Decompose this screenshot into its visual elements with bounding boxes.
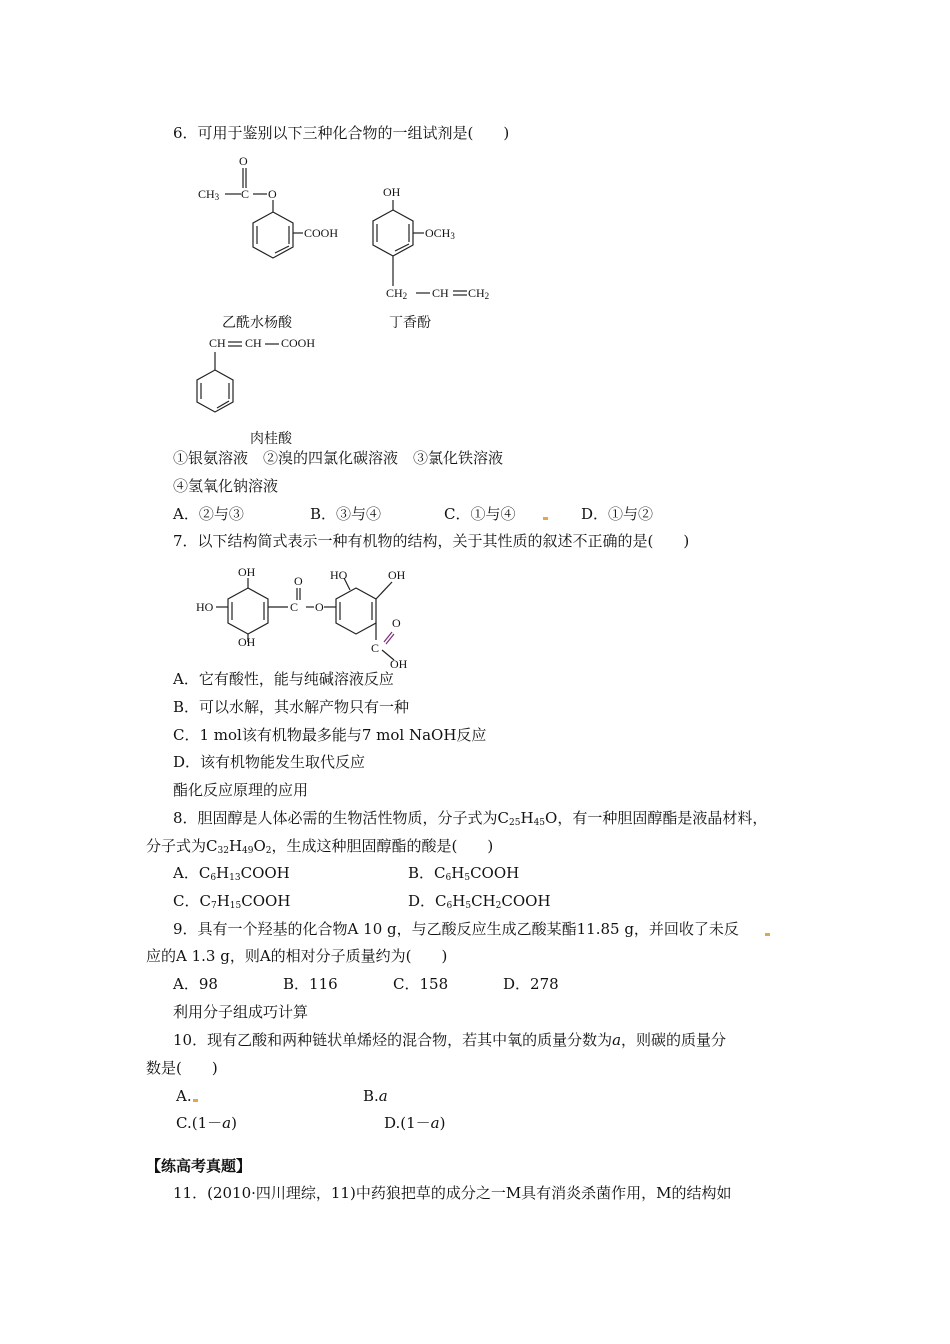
cinnamic-ch1: CH: [209, 336, 226, 350]
q7-o-carbonyl: O: [294, 574, 303, 588]
q8-option-c: C．$C_7H_{15}COOH$: [173, 892, 291, 911]
q8-option-b: B．$C_6H_5COOH$: [408, 864, 520, 883]
q10-option-d: D.(1－a): [384, 1114, 446, 1132]
q8-line1: 8．胆固醇是人体必需的生物活性物质，分子式为$C_{25}H_{45}O$，有一种胆固醇酯是液晶材料，: [173, 809, 768, 828]
cinnamic-name: 肉桂酸: [250, 431, 292, 447]
q7-o-ester: O: [315, 600, 324, 614]
acetyl-o-top: O: [239, 154, 248, 168]
q6-option-b: B．③与④: [310, 505, 382, 523]
q6-option-a: A．②与③: [173, 505, 244, 523]
highlight-mark: [765, 933, 770, 936]
section-molecular: 利用分子组成巧计算: [173, 1003, 309, 1021]
eugenol-ch2a: $CH_2$: [386, 286, 408, 301]
eugenol-ch2b: $CH_2$: [468, 286, 490, 301]
q8-line2: 分子式为$C_{32}H_{49}O_2$，生成这种胆固醇酯的酸是( ): [146, 837, 494, 856]
q6-option-c: C．①与④: [444, 505, 516, 523]
acetyl-ch3: $CH_3$: [198, 187, 220, 202]
q7-structure: [190, 562, 430, 672]
q6-reagents-line1: ①银氨溶液 ②溴的四氯化碳溶液 ③氯化铁溶液: [173, 449, 504, 467]
eugenol-och3: $OCH_3$: [425, 226, 455, 241]
q8-option-a: A．$C_6H_{13}COOH$: [173, 864, 290, 883]
q9-option-b: B．116: [283, 975, 338, 993]
q7-option-a: A．它有酸性，能与纯碱溶液反应: [173, 670, 394, 688]
q7-o-acid: O: [392, 616, 401, 630]
q7-option-d: D．该有机物能发生取代反应: [173, 753, 366, 771]
acetyl-cooh: COOH: [304, 226, 339, 240]
q6-stem: 6．可用于鉴别以下三种化合物的一组试剂是( ): [173, 124, 510, 142]
q7-oh-top-a: HO: [330, 568, 348, 582]
q10-line2: 数是( ): [146, 1059, 218, 1077]
q7-c: C: [290, 600, 299, 614]
acetylsalicylic-name: 乙酰水杨酸: [222, 315, 292, 331]
q9-option-d: D．278: [503, 975, 559, 993]
section-exam: 【练高考真题】: [146, 1157, 252, 1175]
q6-option-d: D．①与②: [581, 505, 654, 523]
q7-option-b: B．可以水解，其水解产物只有一种: [173, 698, 410, 716]
q7-ho-left: HO: [196, 600, 214, 614]
highlight-mark: [543, 517, 548, 520]
cinnamic-ch2: CH: [245, 336, 262, 350]
q9-line2: 应的A 1.3 g，则A的相对分子质量约为( ): [146, 947, 448, 965]
section-esterification: 酯化反应原理的应用: [173, 781, 309, 799]
q11-line1: 11．(2010·四川理综，11)中药狼把草的成分之一M具有消炎杀菌作用，M的结构如: [173, 1184, 732, 1202]
q7-stem: 7．以下结构简式表示一种有机物的结构，关于其性质的叙述不正确的是( ): [173, 532, 690, 550]
q7-oh-bottom-left: OH: [238, 635, 256, 649]
eugenol-ch: CH: [432, 286, 449, 300]
q10-line1: 10．现有乙酸和两种链状单烯烃的混合物，若其中氧的质量分数为a，则碳的质量分: [173, 1031, 727, 1049]
eugenol-oh: OH: [383, 185, 401, 199]
q10-option-a: A.: [176, 1087, 192, 1105]
q10-option-c: C.(1－a): [176, 1114, 237, 1132]
q10-option-b: B.a: [363, 1087, 388, 1105]
q7-option-c: C．1 mol该有机物最多能与7 mol NaOH反应: [173, 726, 487, 744]
q7-oh-top-left: OH: [238, 565, 256, 579]
q9-option-c: C．158: [393, 975, 449, 993]
eugenol-structure: [360, 180, 490, 310]
q9-line1: 9．具有一个羟基的化合物A 10 g，与乙酸反应生成乙酸某酯11.85 g，并回收了未反: [173, 920, 739, 938]
q9-option-a: A．98: [173, 975, 218, 993]
acetylsalicylic-bonds: [195, 150, 355, 280]
q7-oh-top-b: OH: [388, 568, 406, 582]
acetyl-o-link: O: [268, 187, 277, 201]
q7-oh-acid: OH: [390, 657, 408, 671]
q7-c-acid: C: [371, 641, 380, 655]
acetyl-c: C: [241, 187, 250, 201]
cinnamic-cooh: COOH: [281, 336, 316, 350]
q6-reagents-line2: ④氢氧化钠溶液: [173, 477, 279, 495]
q8-option-d: D．$C_6H_5CH_2COOH$: [408, 892, 551, 911]
highlight-mark: [193, 1099, 198, 1102]
cinnamic-structure: [190, 332, 340, 432]
acetylsalicylic-structure: [195, 150, 355, 280]
eugenol-name: 丁香酚: [389, 315, 431, 331]
